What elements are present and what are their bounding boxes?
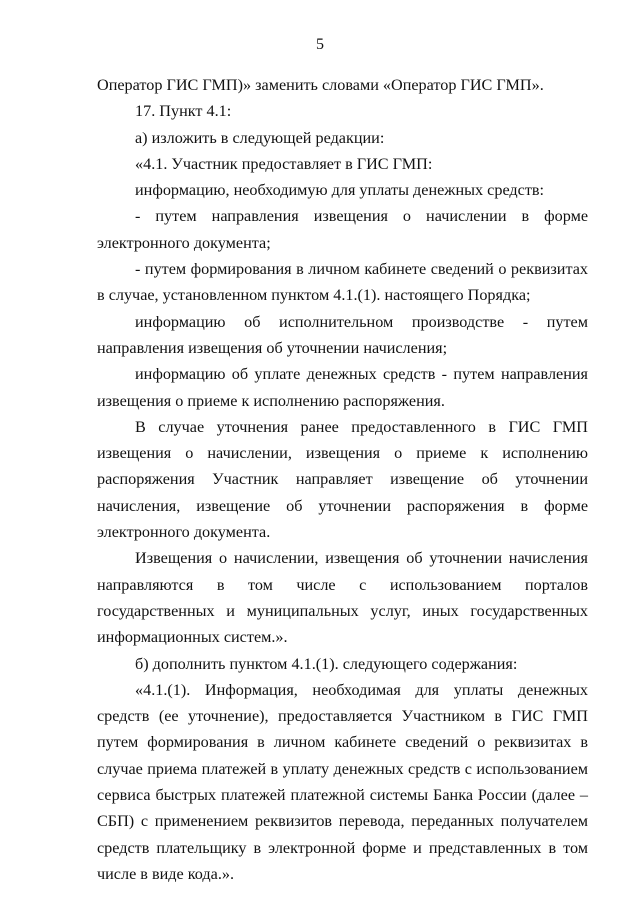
paragraph: - путем формирования в личном кабинете сведений о реквизитах в случае, установленном пунктом 4.1.(1). настоящего Порядка; — [97, 260, 588, 305]
paragraph: «4.1.(1). Информация, необходимая для уплаты денежных средств (ее уточнение), предоставляется Участником в ГИС ГМП путем формирования в личном кабинете сведений о реквизитах в случае приема платежей в уплату денежных средств с использованием сервиса быстрых платежей платежной системы Банка России (далее – СБП) с применением реквизитов перевода, переданных получателем средств плательщику в электронной форме и представленных в том числе в виде кода.». — [97, 680, 588, 883]
paragraph: информацию об исполнительном производстве - путем направления извещения об уточнении начисления; — [97, 312, 588, 357]
paragraph: Оператор ГИС ГМП)» заменить словами «Оператор ГИС ГМП». — [97, 76, 544, 94]
paragraph: В случае уточнения ранее предоставленного в ГИС ГМП извещения о начислении, извещения о приеме к исполнению распоряжения Участник направляет извещение об уточнении начисления, извещение об уточнении распоряжения в форме электронного документа. — [97, 417, 588, 542]
paragraph: информацию об уплате денежных средств - путем направления извещения о приеме к исполнению распоряжения. — [97, 365, 588, 410]
paragraph: 17. Пункт 4.1: — [135, 102, 232, 121]
paragraph: «4.1. Участник предоставляет в ГИС ГМП: — [135, 154, 433, 173]
paragraph: - путем направления извещения о начислении в форме электронного документа; — [97, 207, 588, 252]
document-body — [97, 72, 588, 887]
paragraph: информацию, необходимую для уплаты денежных средств: — [135, 181, 545, 200]
paragraph: Извещения о начислении, извещения об уточнении начисления направляются в том числе с использованием порталов государственных и муниципальных услуг, иных государственных информационных систем.». — [97, 549, 588, 647]
paragraph: а) изложить в следующей редакции: — [135, 128, 385, 147]
paragraph: б) дополнить пунктом 4.1.(1). следующего содержания: — [135, 654, 518, 673]
page-number: 5 — [316, 36, 324, 53]
